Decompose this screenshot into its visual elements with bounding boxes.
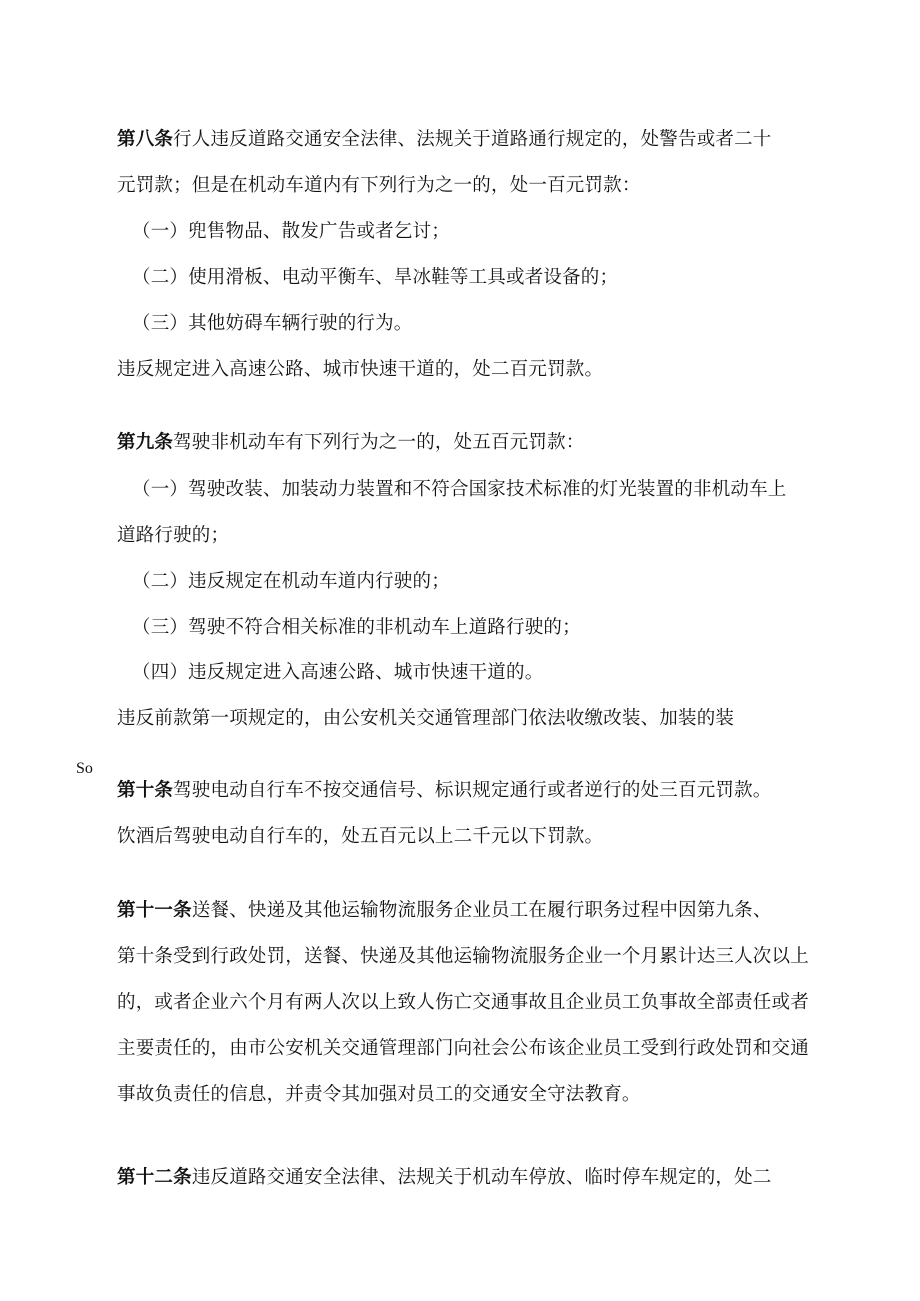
- article-11-line-1: [117, 898, 772, 924]
- article-8-item-2: （二）使用滑板、电动平衡车、旱冰鞋等工具或者设备的；: [132, 267, 619, 288]
- article-8-item-3: （三）其他妨碍车辆行驶的行为。: [132, 313, 413, 334]
- article-11-line-2: 第十条受到行政处罚，送餐、快递及其他运输物流服务企业一个月累计达三人次以上: [117, 946, 809, 967]
- article-10-text: 驾驶电动自行车不按交通信号、标识规定通行或者逆行的处三百元罚款。: [173, 780, 772, 801]
- article-8-heading: 第八条: [117, 129, 174, 150]
- article-11-heading: 第十一条: [117, 900, 192, 921]
- article-10-heading: 第十条: [117, 780, 174, 801]
- article-9-tail: 违反前款第一项规定的，由公安机关交通管理部门依法收缴改装、加装的装: [117, 708, 735, 729]
- article-8-text: 行人违反道路交通安全法律、法规关于道路通行规定的，处警告或者二十: [173, 129, 772, 150]
- article-9-item-1-line-1: （一）驾驶改装、加装动力装置和不符合国家技术标准的灯光装置的非机动车上: [132, 479, 787, 500]
- article-12-text: 违反道路交通安全法律、法规关于机动车停放、临时停车规定的，处二: [191, 1167, 772, 1188]
- article-10-line-2: 饮酒后驾驶电动自行车的，处五百元以上二千元以下罚款。: [117, 826, 604, 847]
- article-11-line-3: 的，或者企业六个月有两人次以上致人伤亡交通事故且企业员工负事故全部责任或者: [117, 992, 809, 1013]
- article-9-item-1-line-2: 道路行驶的；: [117, 525, 230, 546]
- article-8-line-2: 元罚款；但是在机动车道内有下列行为之一的，处一百元罚款：: [117, 175, 641, 196]
- article-10-line-1: [117, 778, 772, 804]
- article-9-item-4: （四）违反规定进入高速公路、城市快速干道的。: [132, 662, 544, 683]
- article-9-item-2: （二）违反规定在机动车道内行驶的；: [132, 571, 450, 592]
- article-8-item-1: （一）兜售物品、散发广告或者乞讨；: [132, 221, 450, 242]
- article-9-item-3: （三）驾驶不符合相关标准的非机动车上道路行驶的；: [132, 617, 581, 638]
- article-9-heading: 第九条: [117, 432, 174, 453]
- article-12-line-1: [117, 1165, 772, 1191]
- article-8-line-1: [117, 127, 772, 153]
- article-11-line-5: 事故负责任的信息，并责令其加强对员工的交通安全守法教育。: [117, 1084, 641, 1105]
- article-8-tail: 违反规定进入高速公路、城市快速干道的，处二百元罚款。: [117, 359, 604, 380]
- article-11-line-4: 主要责任的，由市公安机关交通管理部门向社会公布该企业员工受到行政处罚和交通: [117, 1038, 809, 1059]
- article-9-line-1: [117, 430, 585, 456]
- stray-text: So: [76, 760, 93, 777]
- article-9-text: 驾驶非机动车有下列行为之一的，处五百元罚款：: [173, 432, 585, 453]
- article-11-text: 送餐、快递及其他运输物流服务企业员工在履行职务过程中因第九条、: [191, 900, 772, 921]
- article-12-heading: 第十二条: [117, 1167, 192, 1188]
